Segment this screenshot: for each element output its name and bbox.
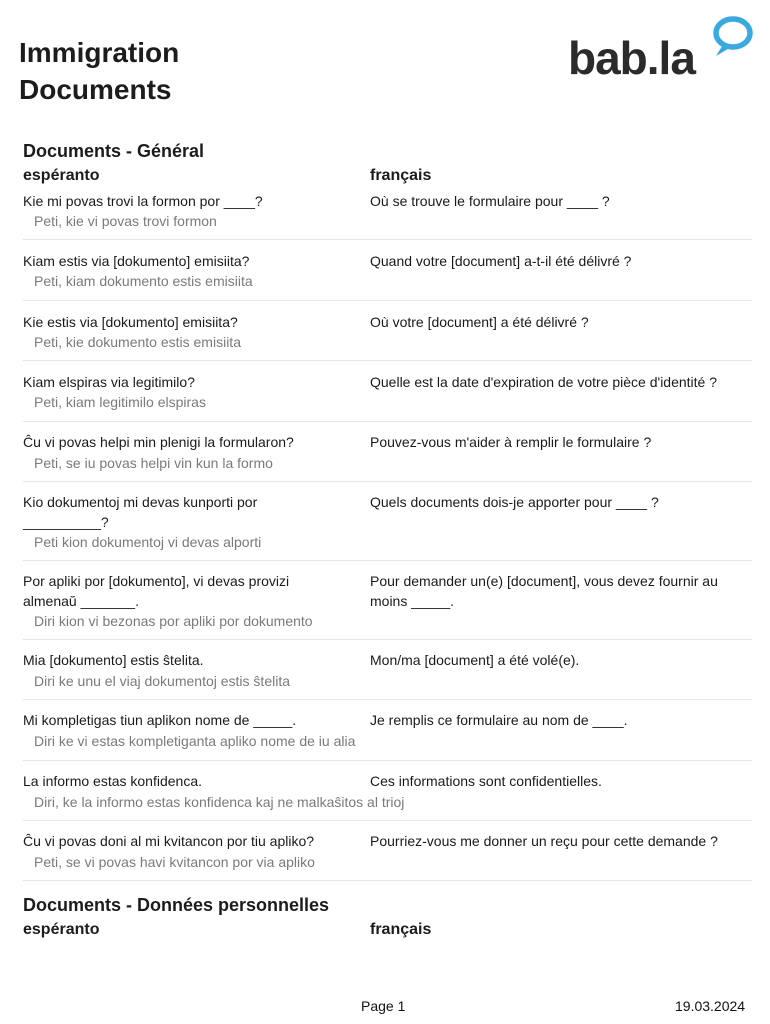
phrase-explanation: Diri ke vi estas kompletiganta apliko nome de iu alia: [34, 733, 356, 749]
phrase-explanation: Peti, kiam dokumento estis emisiita: [34, 273, 253, 289]
phrase-explanation: Peti, kie vi povas trovi formon: [34, 213, 217, 229]
esperanto-phrase: Kiam elspiras via legitimilo?: [23, 374, 195, 390]
french-phrase: Mon/ma [document] a été volé(e).: [370, 652, 580, 668]
phrase-explanation: Peti, se iu povas helpi vin kun la formo: [34, 455, 273, 471]
french-phrase: Je remplis ce formulaire au nom de ____.: [370, 712, 628, 728]
row-divider: [23, 760, 752, 761]
document-title-line1: Immigration: [19, 37, 180, 68]
row-divider: [23, 880, 752, 881]
language-header-esperanto: espéranto: [23, 167, 100, 184]
french-phrase: Pourriez-vous me donner un reçu pour cette demande ?: [370, 833, 718, 849]
document-title-line2: Documents: [19, 74, 172, 105]
row-divider: [23, 300, 752, 301]
french-phrase: Où votre [document] a été délivré ?: [370, 314, 589, 330]
speech-bubble-icon: [709, 16, 755, 62]
document-date: 19.03.2024: [675, 998, 746, 1014]
esperanto-phrase: Kio dokumentoj mi devas kunporti por __________?: [23, 494, 258, 530]
phrase-explanation: Diri ke unu el viaj dokumentoj estis ŝtelita: [34, 673, 291, 689]
phrase-explanation: Diri, ke la informo estas konfidenca kaj ne malkaŝitos al trioj: [34, 794, 405, 810]
esperanto-phrase: Kie mi povas trovi la formon por ____?: [23, 193, 263, 209]
phrase-explanation: Peti, se vi povas havi kvitancon por via apliko: [34, 854, 315, 870]
row-divider: [23, 699, 752, 700]
french-phrase: Pour demander un(e) [document], vous devez fournir au moins _____.: [370, 573, 718, 609]
document-title: [19, 34, 179, 108]
section-title: Documents - Données personnelles: [23, 895, 330, 915]
french-phrase: Quels documents dois-je apporter pour ____ ?: [370, 494, 659, 510]
french-phrase: Quelle est la date d'expiration de votre pièce d'identité ?: [370, 374, 718, 390]
page-number: Page 1: [361, 998, 406, 1014]
logo-text: bab.la: [568, 32, 695, 84]
language-header-french: français: [370, 167, 432, 184]
esperanto-phrase: Ĉu vi povas doni al mi kvitancon por tiu apliko?: [23, 833, 315, 849]
esperanto-phrase: Kiam estis via [dokumento] emisiita?: [23, 253, 250, 269]
language-header-french: français: [370, 921, 432, 938]
french-phrase: Ces informations sont confidentielles.: [370, 773, 602, 789]
row-divider: [23, 639, 752, 640]
phrase-explanation: Diri kion vi bezonas por apliki por dokumento: [34, 613, 313, 629]
esperanto-phrase: Por apliki por [dokumento], vi devas provizi almenaŭ _______.: [23, 573, 290, 609]
phrase-explanation: Peti, kiam legitimilo elspiras: [34, 394, 206, 410]
babla-logo: [566, 16, 756, 82]
row-divider: [23, 360, 752, 361]
esperanto-phrase: Mia [dokumento] estis ŝtelita.: [23, 652, 204, 668]
french-phrase: Où se trouve le formulaire pour ____ ?: [370, 193, 610, 209]
row-divider: [23, 820, 752, 821]
phrase-explanation: Peti, kie dokumento estis emisiita: [34, 334, 241, 350]
esperanto-phrase: Mi kompletigas tiun aplikon nome de _____.: [23, 712, 297, 728]
language-header-esperanto: espéranto: [23, 921, 100, 938]
french-phrase: Pouvez-vous m'aider à remplir le formulaire ?: [370, 434, 652, 450]
row-divider: [23, 239, 752, 240]
esperanto-phrase: Ĉu vi povas helpi min plenigi la formularon?: [23, 434, 294, 450]
section-title: Documents - Général: [23, 141, 205, 161]
row-divider: [23, 481, 752, 482]
row-divider: [23, 421, 752, 422]
esperanto-phrase: La informo estas konfidenca.: [23, 773, 202, 789]
french-phrase: Quand votre [document] a-t-il été délivré ?: [370, 253, 632, 269]
row-divider: [23, 560, 752, 561]
esperanto-phrase: Kie estis via [dokumento] emisiita?: [23, 314, 238, 330]
phrase-explanation: Peti kion dokumentoj vi devas alporti: [34, 534, 262, 550]
